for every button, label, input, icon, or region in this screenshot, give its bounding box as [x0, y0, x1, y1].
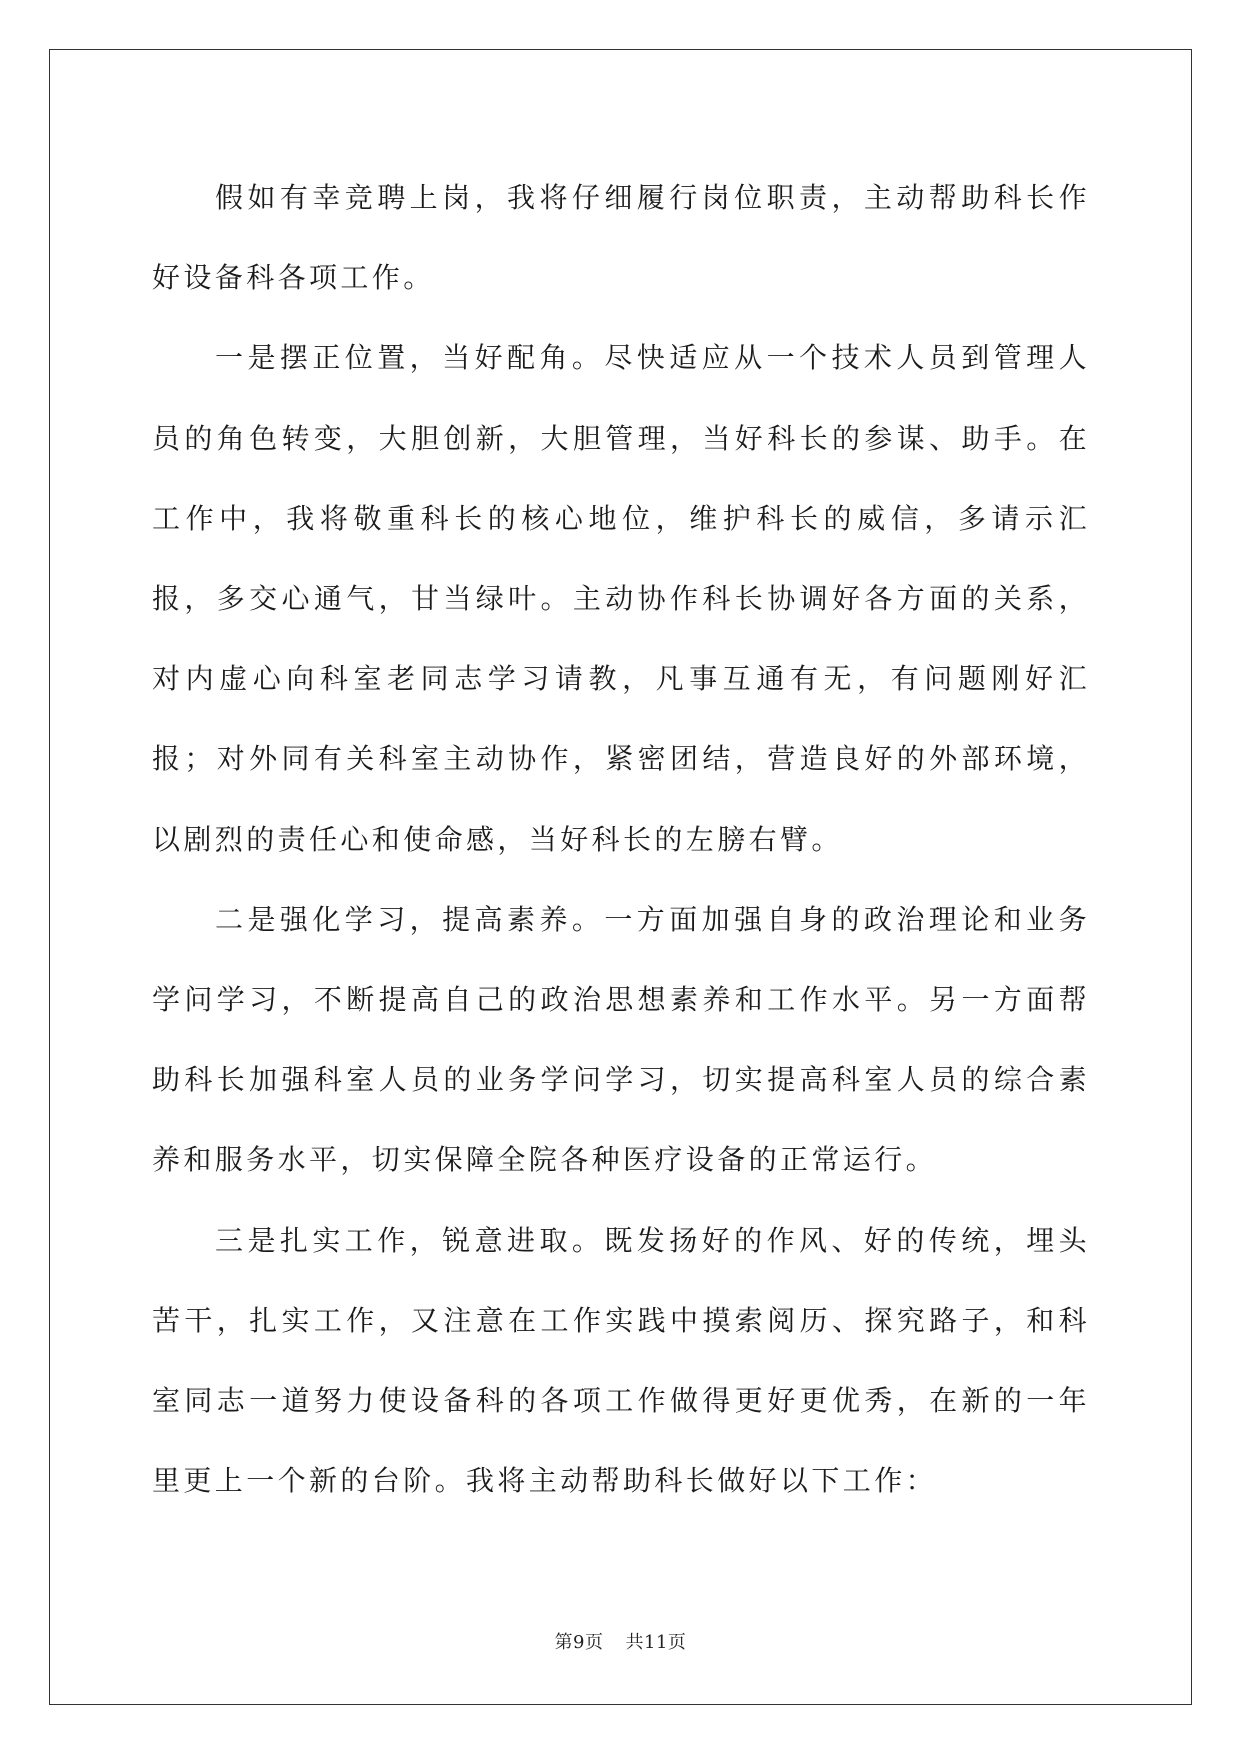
paragraph-4: 三是扎实工作，锐意进取。既发扬好的作风、好的传统，埋头苦干，扎实工作，又注意在工作实践中摸索阅历、探究路子，和科室同志一道努力使设备科的各项工作做得更好更优秀，在新的一年里更上一个新的台阶。我将主动帮助科长做好以下工作： — [152, 1223, 1090, 1498]
document-body — [152, 158, 1090, 1521]
paragraph-3: 二是强化学习，提高素养。一方面加强自身的政治理论和业务学问学习，不断提高自己的政治思想素养和工作水平。另一方面帮助科长加强科室人员的业务学问学习，切实提高科室人员的综合素养和服务水平，切实保障全院各种医疗设备的正常运行。 — [152, 902, 1090, 1177]
paragraph-2: 一是摆正位置，当好配角。尽快适应从一个技术人员到管理人员的角色转变，大胆创新，大胆管理，当好科长的参谋、助手。在工作中，我将敬重科长的核心地位，维护科长的威信，多请示汇报，多交心通气，甘当绿叶。主动协作科长协调好各方面的关系，对内虚心向科室老同志学习请教，凡事互通有无，有问题刚好汇报；对外同有关科室主动协作，紧密团结，营造良好的外部环境，以剧烈的责任心和使命感，当好科长的左膀右臂。 — [152, 341, 1090, 856]
paragraph-1: 假如有幸竞聘上岗，我将仔细履行岗位职责，主动帮助科长作好设备科各项工作。 — [152, 181, 1090, 295]
page-footer — [0, 1628, 1241, 1654]
page-total: 共11页 — [625, 1632, 687, 1653]
page-number: 第9页 — [554, 1632, 604, 1653]
